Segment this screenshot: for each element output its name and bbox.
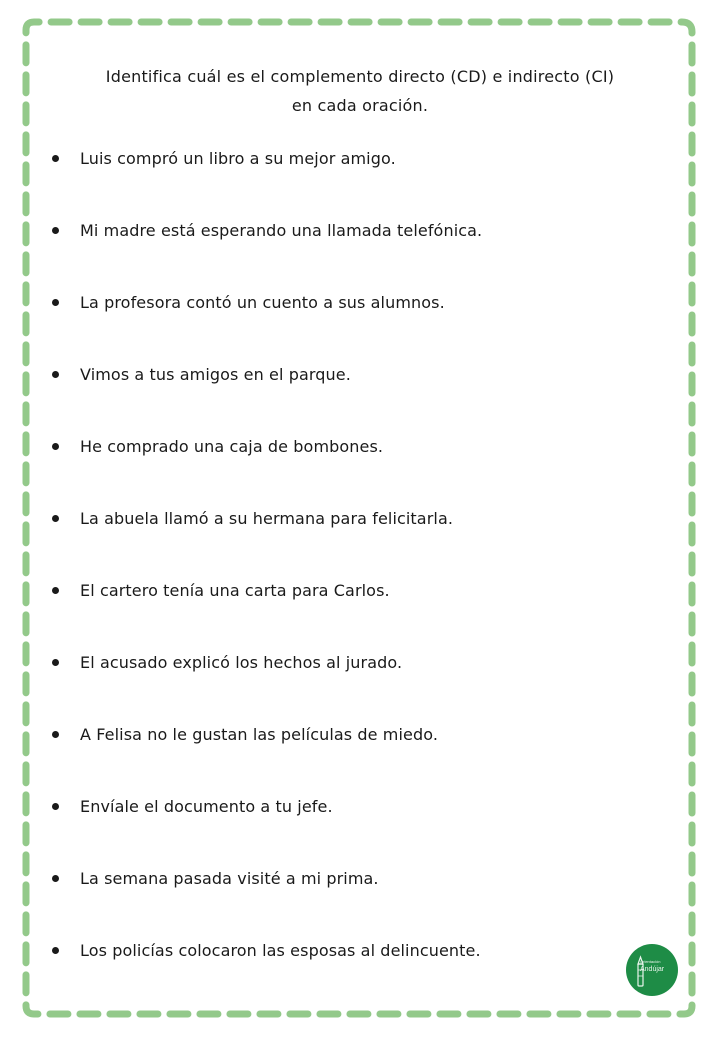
title-line-1: Identifica cuál es el complemento directo (CD) e indirecto (CI) (105, 67, 615, 86)
bullet-icon (52, 515, 59, 522)
pencil-logo-icon (626, 944, 678, 996)
sentence-text: A Felisa no le gustan las películas de miedo. (80, 724, 439, 744)
bullet-icon (52, 587, 59, 594)
list-item (50, 866, 670, 890)
sentence-text: Los policías colocaron las esposas al delincuente. (80, 940, 481, 960)
list-item (50, 794, 670, 818)
bullet-icon (52, 875, 59, 882)
logo-small-text: Orientación (640, 959, 661, 964)
logo-text (640, 958, 664, 974)
sentence-text: La semana pasada visité a mi prima. (80, 868, 379, 888)
list-item (50, 290, 670, 314)
list-item (50, 434, 670, 458)
bullet-icon (52, 155, 59, 162)
bullet-icon (52, 371, 59, 378)
sentence-text: La profesora contó un cuento a sus alumnos. (80, 292, 445, 312)
bullet-icon (52, 947, 59, 954)
list-item (50, 578, 670, 602)
list-item (50, 362, 670, 386)
list-item (50, 938, 670, 962)
bullet-icon (52, 299, 59, 306)
sentence-text: Mi madre está esperando una llamada telefónica. (80, 220, 483, 240)
list-item (50, 218, 670, 242)
bullet-icon (52, 803, 59, 810)
sentence-text: He comprado una caja de bombones. (80, 436, 384, 456)
list-item (50, 722, 670, 746)
bullet-icon (52, 659, 59, 666)
title-line-2: en cada oración. (291, 96, 429, 115)
sentence-text: Luis compró un libro a su mejor amigo. (80, 148, 396, 168)
bullet-icon (52, 731, 59, 738)
logo-main-text: Andújar (640, 966, 665, 973)
sentence-text: Vimos a tus amigos en el parque. (80, 364, 351, 384)
sentence-text: Envíale el documento a tu jefe. (80, 796, 333, 816)
bullet-icon (52, 443, 59, 450)
bullet-icon (52, 227, 59, 234)
sentence-text: El cartero tenía una carta para Carlos. (80, 580, 390, 600)
list-item (50, 650, 670, 674)
list-item (50, 146, 670, 170)
sentence-text: La abuela llamó a su hermana para felicitarla. (80, 508, 454, 528)
sentence-text: El acusado explicó los hechos al jurado. (80, 652, 403, 672)
list-item (50, 506, 670, 530)
